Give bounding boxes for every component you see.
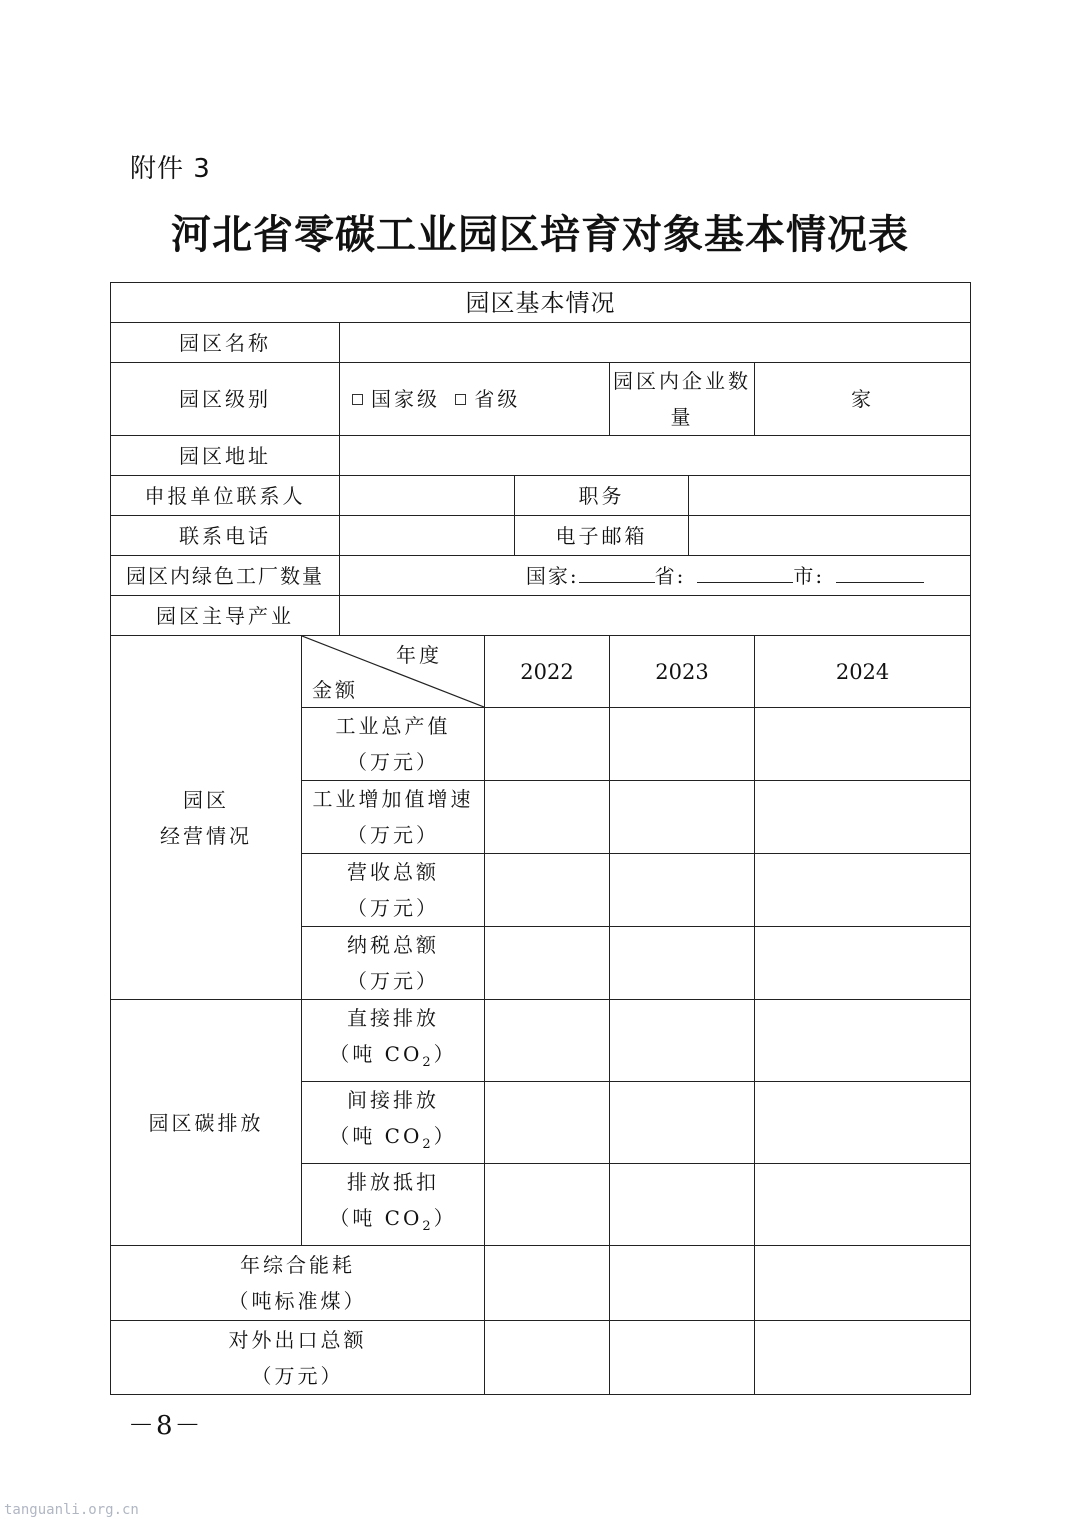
indirect-emission-2023[interactable] bbox=[610, 1082, 755, 1164]
year-amount-header bbox=[302, 636, 485, 708]
emission-offset-2023[interactable] bbox=[610, 1164, 755, 1246]
provincial-level-checkbox[interactable] bbox=[455, 394, 466, 405]
park-level-label: 园区级别 bbox=[111, 363, 340, 436]
gf-national-label: 国家: bbox=[525, 563, 579, 588]
export-2023[interactable] bbox=[610, 1321, 755, 1395]
year-2023-header: 2023 bbox=[610, 636, 755, 708]
tax-label: 纳税总额 （万元） bbox=[302, 927, 485, 1000]
contact-person-label: 申报单位联系人 bbox=[111, 476, 340, 516]
direct-emission-label: 直接排放 （吨 $CO_2$） bbox=[302, 1000, 485, 1082]
green-factory-fields bbox=[340, 556, 971, 596]
tax-2024[interactable] bbox=[755, 927, 971, 1000]
page-number: －8－ bbox=[128, 1411, 203, 1441]
email-field[interactable] bbox=[689, 516, 971, 556]
emission-offset-label: 排放抵扣 （吨 $CO_2$） bbox=[302, 1164, 485, 1246]
green-factory-label: 园区内绿色工厂数量 bbox=[111, 556, 340, 596]
gf-provincial-blank[interactable] bbox=[697, 562, 793, 583]
form-title: 河北省零碳工业园区培育对象基本情况表 bbox=[171, 211, 909, 258]
revenue-2022[interactable] bbox=[485, 854, 610, 927]
park-address-field[interactable] bbox=[340, 436, 971, 476]
carbon-group-label: 园区碳排放 bbox=[111, 1000, 302, 1246]
emission-offset-2022[interactable] bbox=[485, 1164, 610, 1246]
energy-consumption-label: 年综合能耗 （吨标准煤） bbox=[111, 1246, 485, 1321]
revenue-2023[interactable] bbox=[610, 854, 755, 927]
value-added-growth-label: 工业增加值增速 （万元） bbox=[302, 781, 485, 854]
operations-group-label: 园区 经营情况 bbox=[111, 636, 302, 1000]
watermark: tanguanli.org.cn bbox=[4, 1502, 139, 1518]
park-name-field[interactable] bbox=[340, 323, 971, 363]
export-2022[interactable] bbox=[485, 1321, 610, 1395]
energy-2023[interactable] bbox=[610, 1246, 755, 1321]
position-field[interactable] bbox=[689, 476, 971, 516]
revenue-2024[interactable] bbox=[755, 854, 971, 927]
national-level-checkbox[interactable] bbox=[352, 394, 363, 405]
gross-output-2022[interactable] bbox=[485, 708, 610, 781]
park-address-label: 园区地址 bbox=[111, 436, 340, 476]
gf-city-label: 市: bbox=[793, 563, 825, 588]
gross-output-2024[interactable] bbox=[755, 708, 971, 781]
tax-2023[interactable] bbox=[610, 927, 755, 1000]
phone-field[interactable] bbox=[340, 516, 515, 556]
enterprise-unit: 家 bbox=[851, 387, 875, 411]
value-added-growth-2024[interactable] bbox=[755, 781, 971, 854]
value-added-growth-2022[interactable] bbox=[485, 781, 610, 854]
amount-header-label: 金额 bbox=[312, 678, 358, 702]
year-2024-header: 2024 bbox=[755, 636, 971, 708]
direct-emission-2023[interactable] bbox=[610, 1000, 755, 1082]
direct-emission-2022[interactable] bbox=[485, 1000, 610, 1082]
provincial-level-label: 省级 bbox=[474, 387, 521, 411]
enterprise-count-field[interactable] bbox=[755, 363, 971, 436]
gross-output-2023[interactable] bbox=[610, 708, 755, 781]
export-total-label: 对外出口总额 （万元） bbox=[111, 1321, 485, 1395]
park-name-label: 园区名称 bbox=[111, 323, 340, 363]
energy-2024[interactable] bbox=[755, 1246, 971, 1321]
national-level-label: 国家级 bbox=[371, 387, 440, 411]
year-header-label: 年度 bbox=[396, 643, 442, 667]
year-2022-header: 2022 bbox=[485, 636, 610, 708]
gross-output-label: 工业总产值 （万元） bbox=[302, 708, 485, 781]
direct-emission-2024[interactable] bbox=[755, 1000, 971, 1082]
phone-label: 联系电话 bbox=[111, 516, 340, 556]
energy-2022[interactable] bbox=[485, 1246, 610, 1321]
export-2024[interactable] bbox=[755, 1321, 971, 1395]
park-level-options bbox=[340, 363, 610, 436]
gf-national-blank[interactable] bbox=[579, 562, 655, 583]
indirect-emission-2024[interactable] bbox=[755, 1082, 971, 1164]
tax-2022[interactable] bbox=[485, 927, 610, 1000]
emission-offset-2024[interactable] bbox=[755, 1164, 971, 1246]
indirect-emission-label: 间接排放 （吨 $CO_2$） bbox=[302, 1082, 485, 1164]
value-added-growth-2023[interactable] bbox=[610, 781, 755, 854]
annex-label: 附件 3 bbox=[130, 154, 211, 184]
leading-industry-label: 园区主导产业 bbox=[111, 596, 340, 636]
revenue-label: 营收总额 （万元） bbox=[302, 854, 485, 927]
email-label: 电子邮箱 bbox=[515, 516, 689, 556]
gf-city-blank[interactable] bbox=[836, 562, 924, 583]
leading-industry-field[interactable] bbox=[340, 596, 971, 636]
contact-person-field[interactable] bbox=[340, 476, 515, 516]
basic-info-form bbox=[110, 282, 971, 1395]
indirect-emission-2022[interactable] bbox=[485, 1082, 610, 1164]
section-title: 园区基本情况 bbox=[111, 283, 971, 323]
enterprise-count-label: 园区内企业数量 bbox=[610, 363, 755, 436]
position-label: 职务 bbox=[515, 476, 689, 516]
gf-provincial-label: 省: bbox=[654, 563, 686, 588]
